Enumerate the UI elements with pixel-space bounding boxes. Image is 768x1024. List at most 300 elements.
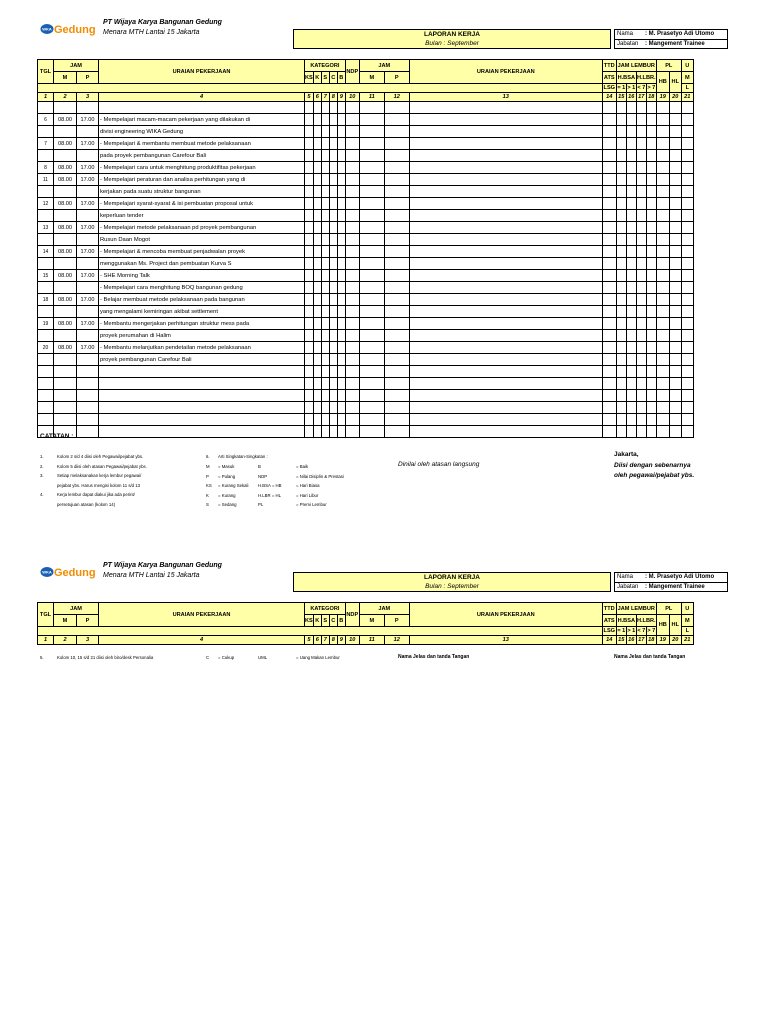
cell-uraian: kerjakan pada suatu struktur bangunan — [99, 186, 305, 198]
note-text: Kolom 2 s/d 4 diisi oleh Pegawai/pejabat ybs. — [57, 454, 144, 459]
col-number: 9 — [337, 93, 345, 102]
table-row — [38, 378, 694, 390]
company-logo — [40, 565, 102, 579]
cell-uraian: - Mempelajari & membantu membuat metode pelaksanaan — [99, 138, 305, 150]
cell-uraian — [99, 390, 305, 402]
logo-text: Gedung — [54, 567, 96, 579]
col-ttd: TTD — [602, 60, 616, 72]
col-m-lembur: M — [359, 72, 384, 84]
cell-uraian: menggunakan Ms. Project dan pembuatan Kurva S — [99, 258, 305, 270]
table-row — [38, 258, 694, 270]
col-hl: HL — [669, 72, 681, 93]
cell-uraian: - SHE Morning Talk — [99, 270, 305, 282]
col-h3: < 7 — [637, 84, 646, 91]
col-number: 10 — [345, 636, 359, 645]
note-text: Setiap melaksanakan kerja lembur pegawai/ — [57, 473, 142, 479]
col-jam-lembur: JAM LEMBUR — [616, 603, 656, 615]
col-number: 13 — [409, 636, 602, 645]
col-number: 2 — [54, 636, 77, 645]
cell-tgl — [38, 186, 54, 198]
col-number: 17 — [638, 636, 645, 643]
col-number: 12 — [384, 93, 409, 102]
col-number: 14 — [602, 636, 616, 645]
cell-tgl: 20 — [38, 342, 54, 354]
table-row — [38, 318, 694, 330]
cell-tgl: 12 — [38, 198, 54, 210]
col-um-m: M — [681, 72, 693, 84]
cell-jam-masuk: 08.00 — [54, 270, 77, 282]
table-row — [38, 150, 694, 162]
table-row — [38, 330, 694, 342]
col-s: S — [321, 72, 329, 84]
table-row — [38, 126, 694, 138]
cell-uraian — [99, 414, 305, 426]
cell-jam-pulang — [77, 126, 99, 138]
company-address: Menara MTH Lantai 15 Jakarta — [103, 29, 200, 36]
company-name: PT Wijaya Karya Bangunan Gedung — [103, 562, 222, 569]
col-number: 16 — [628, 636, 635, 643]
cell-jam-pulang — [77, 210, 99, 222]
col-pl: PL — [656, 60, 681, 72]
col-number: 20 — [669, 636, 681, 645]
cell-tgl — [38, 306, 54, 318]
table-row — [38, 294, 694, 306]
col-um-m: M — [681, 615, 693, 627]
cell-uraian — [99, 366, 305, 378]
note-text: Kolom 5 diisi oleh atasan Pegawai/pejabat ybs. — [57, 463, 147, 469]
col-number: 20 — [669, 93, 681, 102]
col-jam-lembur-time: JAM — [359, 60, 409, 72]
col-h1: = 1 — [617, 627, 626, 634]
cell-uraian: proyek perumahan di Halim — [99, 330, 305, 342]
col-number: 6 — [313, 93, 321, 102]
abbr-code: P — [206, 473, 209, 479]
assessor-note: Dinilai oleh atasan langsung — [398, 461, 480, 468]
col-jam-lembur: JAM LEMBUR — [616, 60, 656, 72]
col-u: U — [681, 603, 693, 615]
abbr-code-2: PL — [258, 502, 264, 508]
note-number: 4. — [40, 492, 44, 498]
cell-tgl — [38, 378, 54, 390]
cell-jam-masuk — [54, 234, 77, 246]
cell-uraian: keperluan tender — [99, 210, 305, 222]
table-row — [38, 222, 694, 234]
cell-jam-masuk: 08.00 — [54, 114, 77, 126]
cell-jam-pulang — [77, 282, 99, 294]
col-p: P — [77, 615, 99, 627]
cell-jam-masuk: 08.00 — [54, 318, 77, 330]
table-row — [38, 174, 694, 186]
cell-tgl — [38, 330, 54, 342]
cell-uraian: pada proyek pembangunan Carefour Bali — [99, 150, 305, 162]
col-number: 1 — [38, 636, 54, 645]
position-value: : Mangement Trainee — [645, 584, 705, 590]
col-number: 5 — [305, 93, 314, 102]
employee-info-box — [614, 29, 728, 49]
cell-jam-masuk: 08.00 — [54, 138, 77, 150]
cell-tgl — [38, 150, 54, 162]
col-number: 12 — [384, 636, 409, 645]
table-row — [38, 354, 694, 366]
col-jam: JAM — [54, 60, 99, 72]
cell-jam-masuk: 08.00 — [54, 222, 77, 234]
note-number: 1. — [40, 454, 44, 459]
table-row — [38, 114, 694, 126]
abbr-code-2: UML — [258, 655, 268, 660]
svg-text:WKA: WKA — [42, 569, 52, 575]
cell-jam-pulang: 17.00 — [77, 138, 99, 150]
cell-jam-masuk — [54, 414, 77, 426]
col-number: 21 — [681, 636, 693, 645]
cell-uraian: - Mempelajari macam-macam pekerjaan yang dilakukan di — [99, 114, 305, 126]
cell-jam-pulang: 17.00 — [77, 198, 99, 210]
abbr-meaning-2: = Hari Biasa — [296, 483, 320, 489]
timesheet-table — [37, 59, 694, 438]
cell-jam-masuk — [54, 258, 77, 270]
place-date: Jakarta, — [614, 451, 639, 458]
cell-jam-pulang — [77, 258, 99, 270]
col-uraian-lembur: URAIAN PEKERJAAN — [409, 603, 602, 627]
col-number: 6 — [313, 636, 321, 645]
col-number: 11 — [359, 636, 384, 645]
table-row — [38, 342, 694, 354]
cell-uraian: - Mempelajari cara untuk menghitung produktifitas pekerjaan — [99, 162, 305, 174]
cell-jam-pulang — [77, 330, 99, 342]
col-hbsa: H.BSA — [616, 615, 636, 627]
col-number: 8 — [329, 636, 337, 645]
col-number: 7 — [321, 93, 329, 102]
cell-jam-pulang — [77, 402, 99, 414]
table-row — [38, 282, 694, 294]
table-row — [38, 246, 694, 258]
cell-jam-masuk: 08.00 — [54, 174, 77, 186]
company-logo — [40, 22, 102, 36]
note-number: 2. — [40, 463, 44, 469]
cell-uraian: - Mempelajari & mencoba membuat penjadwalan proyek — [99, 246, 305, 258]
col-number: 19 — [656, 93, 669, 102]
cell-jam-masuk — [54, 126, 77, 138]
cell-tgl — [38, 210, 54, 222]
col-tgl: TGL — [38, 60, 54, 84]
col-lsg: LSG — [603, 84, 616, 91]
abbr-code: KS — [206, 483, 212, 489]
col-number: 21 — [681, 93, 693, 102]
table-row — [38, 402, 694, 414]
col-ttd: TTD — [602, 603, 616, 615]
report-title-box — [293, 572, 611, 592]
col-number: 2 — [54, 93, 77, 102]
cell-jam-pulang — [77, 414, 99, 426]
col-number: 15 — [618, 93, 625, 100]
svg-text:WKA: WKA — [42, 26, 52, 32]
cell-uraian: divisi engineering WIKA Gedung — [99, 126, 305, 138]
col-m: M — [54, 72, 77, 84]
col-number: 18 — [648, 636, 655, 643]
col-tgl: TGL — [38, 603, 54, 627]
col-number: 10 — [345, 93, 359, 102]
cell-uraian: yang mengalami kemiringan akibat settlement — [99, 306, 305, 318]
cell-jam-masuk — [54, 210, 77, 222]
cell-uraian: - Mempelajari peraturan dan analisa perhitungan yang di — [99, 174, 305, 186]
cell-jam-masuk — [54, 150, 77, 162]
cell-tgl: 8 — [38, 162, 54, 174]
cell-jam-pulang — [77, 354, 99, 366]
col-number: 16 — [628, 93, 635, 100]
col-k: K — [313, 615, 321, 627]
table-row — [38, 390, 694, 402]
position-label: Jabatan — [617, 41, 639, 47]
cell-tgl — [38, 402, 54, 414]
col-lsg: LSG — [603, 627, 616, 634]
cell-jam-masuk: 08.00 — [54, 342, 77, 354]
cell-tgl: 13 — [38, 222, 54, 234]
col-l: L — [681, 84, 693, 93]
col-jam: JAM — [54, 603, 99, 615]
abbr-code-2: H.LBR = HL — [258, 492, 282, 498]
col-ndp: NDP — [345, 60, 359, 84]
col-h2: > 1 — [627, 627, 636, 634]
cell-jam-masuk: 08.00 — [54, 162, 77, 174]
abbr-meaning: = Pulang — [218, 473, 236, 479]
col-m-lembur: M — [359, 615, 384, 627]
position-value: : Mangement Trainee — [645, 41, 705, 47]
col-ats: ATS — [602, 615, 616, 627]
cell-uraian: - Mempelajari cara menghitung BOQ bangunan gedung — [99, 282, 305, 294]
cell-jam-pulang: 17.00 — [77, 222, 99, 234]
name-value: : M. Prasetyo Adi Utomo — [645, 574, 715, 580]
note-5-text: Kolom 10, 15 s/d 21 diisi oleh biro/desk Personalia — [57, 655, 154, 660]
cell-jam-masuk: 08.00 — [54, 198, 77, 210]
table-row — [38, 366, 694, 378]
cell-tgl: 19 — [38, 318, 54, 330]
col-ks: KS — [305, 72, 314, 84]
cell-jam-masuk — [54, 402, 77, 414]
abbr-code: M — [206, 464, 210, 469]
col-number: 3 — [77, 636, 99, 645]
col-u: U — [681, 60, 693, 72]
abbr-meaning-2: = Premi Lembur — [296, 502, 327, 508]
col-number: 1 — [38, 93, 54, 102]
cell-jam-masuk — [54, 282, 77, 294]
col-c: C — [329, 72, 337, 84]
cell-uraian — [99, 402, 305, 414]
col-b: B — [337, 72, 345, 84]
cell-jam-masuk: 08.00 — [54, 246, 77, 258]
cell-uraian — [99, 378, 305, 390]
table-row — [38, 138, 694, 150]
col-kategori: KATEGORI — [305, 60, 346, 72]
col-uraian: URAIAN PEKERJAAN — [99, 603, 305, 627]
col-hlbr: H.LBR. — [636, 72, 656, 84]
cell-tgl — [38, 234, 54, 246]
cell-jam-masuk — [54, 390, 77, 402]
cell-jam-pulang: 17.00 — [77, 246, 99, 258]
signature-left: Nama Jelas dan tanda Tangan — [398, 654, 470, 660]
cell-tgl — [38, 414, 54, 426]
report-title: LAPORAN KERJA — [424, 574, 480, 581]
report-month: Bulan : September — [425, 583, 479, 590]
abbr-title: Arti Singkatan-Singkatan : — [218, 454, 268, 459]
abbr-meaning: = Sedang — [218, 502, 237, 508]
report-title: LAPORAN KERJA — [424, 31, 480, 38]
col-pl: PL — [656, 603, 681, 615]
cell-jam-pulang: 17.00 — [77, 342, 99, 354]
report-title-box — [293, 29, 611, 49]
cell-jam-pulang — [77, 426, 99, 438]
cell-jam-masuk — [54, 306, 77, 318]
name-label: Nama — [617, 574, 634, 580]
note-text: persetujuan atasan (kolom 14) — [57, 502, 116, 507]
signature-right: Nama Jelas dan tanda Tangan — [614, 654, 686, 660]
col-hb: HB — [656, 615, 669, 636]
cell-tgl — [38, 354, 54, 366]
abbr-code-2: NDP — [258, 473, 268, 479]
col-ats: ATS — [602, 72, 616, 84]
logo-text: Gedung — [54, 24, 96, 36]
cell-jam-masuk — [54, 366, 77, 378]
cell-tgl: 7 — [38, 138, 54, 150]
abbr-code: K — [206, 492, 209, 498]
abbr-meaning: = Kurang — [218, 492, 236, 498]
cell-uraian: - Membantu melanjutkan pendetailan metode pelaksanaan — [99, 342, 305, 354]
table-row — [38, 426, 694, 438]
col-h4: > 7 — [647, 627, 656, 634]
cell-tgl: 18 — [38, 294, 54, 306]
cell-jam-pulang: 17.00 — [77, 294, 99, 306]
table-row — [38, 414, 694, 426]
declaration-line-2: oleh pegawai/pejabat ybs. — [614, 472, 695, 479]
abbr-meaning-2: = Uang Makan Lembur — [296, 655, 340, 660]
col-number: 9 — [337, 636, 345, 645]
abbr-meaning: = Masuk — [218, 464, 235, 469]
company-address: Menara MTH Lantai 15 Jakarta — [103, 572, 200, 579]
cell-jam-masuk — [54, 378, 77, 390]
note-5-number: 5. — [40, 655, 44, 660]
abbr-meaning-2: = Baik — [296, 464, 309, 469]
cell-jam-pulang — [77, 186, 99, 198]
cell-jam-pulang — [77, 306, 99, 318]
note-text: pejabat ybs. Harus mengisi kolom 11 s/d 13 — [57, 482, 141, 488]
cell-tgl — [38, 390, 54, 402]
col-number: 19 — [656, 636, 669, 645]
abbr-meaning-2: = Nilai Disiplin & Prestasi — [296, 473, 344, 479]
cell-jam-pulang — [77, 366, 99, 378]
col-c: C — [329, 615, 337, 627]
col-s: S — [321, 615, 329, 627]
cell-jam-pulang — [77, 234, 99, 246]
abbr-meaning-2: = Hari Libur — [296, 492, 319, 498]
col-k: K — [313, 72, 321, 84]
abbr-code: S — [206, 502, 209, 508]
cell-jam-pulang — [77, 378, 99, 390]
cell-jam-pulang — [77, 150, 99, 162]
table-row — [38, 186, 694, 198]
abbr-meaning: = Cukup — [218, 655, 235, 660]
report-month: Bulan : September — [425, 40, 479, 47]
col-p: P — [77, 72, 99, 84]
col-ndp: NDP — [345, 603, 359, 627]
cell-jam-masuk — [54, 330, 77, 342]
col-ks: KS — [305, 615, 314, 627]
col-number: 17 — [638, 93, 645, 100]
cell-tgl — [38, 282, 54, 294]
cell-tgl: 6 — [38, 114, 54, 126]
cell-jam-pulang: 17.00 — [77, 162, 99, 174]
note-text: Kerja lembur dapat diakui jika ada perint/ — [57, 492, 135, 498]
cell-jam-pulang: 17.00 — [77, 318, 99, 330]
col-jam-lembur-time: JAM — [359, 603, 409, 615]
col-m: M — [54, 615, 77, 627]
employee-info-box — [614, 572, 728, 592]
table-row — [38, 234, 694, 246]
cell-jam-pulang: 17.00 — [77, 270, 99, 282]
col-number: 8 — [329, 93, 337, 102]
col-h3: < 7 — [637, 627, 646, 634]
col-number: 15 — [618, 636, 625, 643]
col-number: 3 — [77, 93, 99, 102]
col-uraian: URAIAN PEKERJAAN — [99, 60, 305, 84]
table-row — [38, 198, 694, 210]
cell-jam-masuk — [54, 354, 77, 366]
note-number: 3. — [40, 473, 44, 479]
col-uraian-lembur: URAIAN PEKERJAAN — [409, 60, 602, 84]
col-h4: > 7 — [647, 84, 656, 91]
col-number: 14 — [602, 93, 616, 102]
col-number: 18 — [648, 93, 655, 100]
col-p-lembur: P — [384, 615, 409, 627]
abbr-code: C — [206, 655, 210, 660]
note-6-number: 6. — [206, 454, 210, 459]
cell-uraian: proyek pembangunan Carefour Bali — [99, 354, 305, 366]
col-hb: HB — [656, 72, 669, 93]
cell-jam-masuk: 08.00 — [54, 294, 77, 306]
cell-tgl: 14 — [38, 246, 54, 258]
name-value: : M. Prasetyo Adi Utomo — [645, 31, 715, 37]
cell-tgl — [38, 126, 54, 138]
abbr-code-2: H.BSA = HB — [258, 483, 282, 489]
col-h1: = 1 — [617, 84, 626, 91]
cell-uraian: Rusun Daan Mogot — [99, 234, 305, 246]
cell-tgl: 11 — [38, 174, 54, 186]
col-hbsa: H.BSA — [616, 72, 636, 84]
company-name: PT Wijaya Karya Bangunan Gedung — [103, 19, 222, 26]
timesheet-table — [37, 602, 694, 645]
declaration-line-1: Diisi dengan sebenarnya — [614, 462, 691, 469]
col-number: 7 — [321, 636, 329, 645]
col-number: 13 — [409, 93, 602, 102]
cell-uraian: - Belajar membuat metode pelaksanaan pada bangunan — [99, 294, 305, 306]
abbr-meaning: = Kurang Sekali — [218, 483, 249, 489]
cell-tgl — [38, 258, 54, 270]
col-number: 5 — [305, 636, 314, 645]
cell-uraian: - Mempelajari syarat-syarat & isi pembuatan proposal untuk — [99, 198, 305, 210]
cell-uraian — [99, 426, 305, 438]
table-row — [38, 306, 694, 318]
col-number: 4 — [99, 636, 305, 645]
col-number: 11 — [359, 93, 384, 102]
cell-tgl: 15 — [38, 270, 54, 282]
col-hl: HL — [669, 615, 681, 636]
col-l: L — [681, 627, 693, 636]
col-kategori: KATEGORI — [305, 603, 346, 615]
cell-tgl — [38, 366, 54, 378]
table-row — [38, 270, 694, 282]
notes-heading: CATATAN : — [40, 433, 74, 440]
cell-jam-masuk — [54, 186, 77, 198]
col-b: B — [337, 615, 345, 627]
cell-uraian: - Mempelajari metode pelaksanaan pd proyek pembangunan — [99, 222, 305, 234]
cell-jam-pulang — [77, 390, 99, 402]
